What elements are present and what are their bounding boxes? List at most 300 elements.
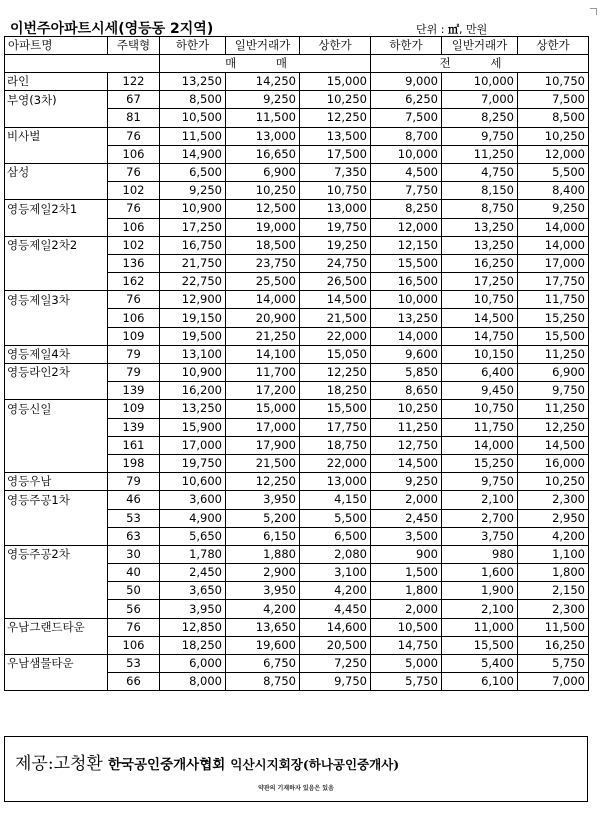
price-cell: 12,250 (300, 109, 371, 127)
column-header: 상한가 (300, 37, 371, 55)
section-blank (5, 55, 160, 73)
price-cell: 9,750 (442, 473, 518, 491)
price-cell: 12,750 (371, 436, 442, 454)
price-cell: 7,000 (442, 91, 518, 109)
price-cell: 14,750 (442, 327, 518, 345)
price-cell: 7,500 (371, 109, 442, 127)
apartment-name-cell (5, 454, 108, 472)
size-cell: 109 (108, 400, 160, 418)
price-cell: 4,200 (518, 527, 589, 545)
price-cell: 10,250 (518, 473, 589, 491)
price-cell: 14,000 (442, 436, 518, 454)
size-cell: 139 (108, 382, 160, 400)
price-cell: 15,900 (160, 418, 226, 436)
size-cell: 139 (108, 418, 160, 436)
price-cell: 14,500 (518, 436, 589, 454)
price-cell: 10,250 (518, 127, 589, 145)
price-cell: 13,500 (300, 127, 371, 145)
table-row (5, 145, 589, 163)
price-cell: 14,000 (518, 236, 589, 254)
price-cell: 10,500 (371, 618, 442, 636)
price-cell: 10,000 (371, 145, 442, 163)
table-row (5, 655, 589, 673)
price-cell: 18,750 (300, 436, 371, 454)
apartment-name-cell (5, 218, 108, 236)
price-cell: 13,100 (160, 345, 226, 363)
apartment-name-cell: 영등주공2차 (5, 545, 108, 563)
price-cell: 13,650 (226, 618, 300, 636)
price-cell: 1,880 (226, 545, 300, 563)
table-row (5, 291, 589, 309)
price-cell: 22,000 (300, 454, 371, 472)
unit-label (416, 21, 487, 37)
title-row (8, 16, 592, 38)
price-cell: 5,400 (442, 655, 518, 673)
table-row (5, 400, 589, 418)
price-cell: 9,250 (518, 200, 589, 218)
price-cell: 6,100 (442, 673, 518, 691)
table-row (5, 364, 589, 382)
price-cell: 7,000 (518, 673, 589, 691)
price-cell: 16,250 (518, 636, 589, 654)
table-row (5, 91, 589, 109)
price-cell: 3,950 (226, 582, 300, 600)
price-cell: 16,000 (518, 454, 589, 472)
size-cell: 109 (108, 327, 160, 345)
table-row (5, 418, 589, 436)
price-cell: 14,000 (371, 327, 442, 345)
size-cell: 81 (108, 109, 160, 127)
price-cell: 9,000 (371, 73, 442, 91)
unit-money: , 만원 (458, 23, 488, 36)
price-cell: 19,750 (300, 218, 371, 236)
price-cell: 11,750 (518, 291, 589, 309)
apartment-name-cell (5, 436, 108, 454)
apartment-name-cell: 영등신일 (5, 400, 108, 418)
price-cell: 15,250 (442, 454, 518, 472)
size-cell: 136 (108, 254, 160, 272)
size-cell: 162 (108, 273, 160, 291)
apartment-name-cell (5, 273, 108, 291)
size-cell: 106 (108, 309, 160, 327)
price-cell: 13,250 (442, 236, 518, 254)
price-cell: 21,250 (226, 327, 300, 345)
price-cell: 3,500 (371, 527, 442, 545)
table-row (5, 73, 589, 91)
corner-mark (590, 8, 597, 15)
price-cell: 19,250 (300, 236, 371, 254)
apartment-name-cell (5, 673, 108, 691)
table-row (5, 545, 589, 563)
size-cell: 53 (108, 509, 160, 527)
price-cell: 2,900 (226, 564, 300, 582)
price-cell: 14,500 (371, 454, 442, 472)
size-cell: 30 (108, 545, 160, 563)
price-cell: 20,500 (300, 636, 371, 654)
footer-provider: 제공:고청환 (15, 754, 103, 774)
price-cell: 15,000 (300, 73, 371, 91)
price-cell: 11,250 (518, 400, 589, 418)
apartment-name-cell: 영등라인2차 (5, 364, 108, 382)
price-cell: 23,750 (226, 254, 300, 272)
column-header: 일반거래가 (442, 37, 518, 55)
table-row (5, 673, 589, 691)
price-cell: 9,250 (226, 91, 300, 109)
apartment-name-cell: 우남샘물타운 (5, 655, 108, 673)
price-cell: 10,750 (518, 73, 589, 91)
price-cell: 3,950 (226, 491, 300, 509)
price-cell: 19,000 (226, 218, 300, 236)
price-cell: 17,250 (442, 273, 518, 291)
price-cell: 2,950 (518, 509, 589, 527)
price-cell: 7,250 (300, 655, 371, 673)
price-cell: 9,750 (300, 673, 371, 691)
size-cell: 79 (108, 473, 160, 491)
price-cell: 16,250 (442, 254, 518, 272)
table-row (5, 218, 589, 236)
price-cell: 12,150 (371, 236, 442, 254)
size-cell: 122 (108, 73, 160, 91)
price-cell: 16,750 (160, 236, 226, 254)
table-row (5, 273, 589, 291)
size-cell: 106 (108, 145, 160, 163)
price-cell: 1,900 (442, 582, 518, 600)
price-cell: 13,250 (160, 73, 226, 91)
apartment-name-cell: 우남그랜드타운 (5, 618, 108, 636)
column-header-row (5, 37, 589, 55)
price-cell: 10,000 (371, 291, 442, 309)
price-cell: 1,780 (160, 545, 226, 563)
price-cell: 19,750 (160, 454, 226, 472)
section-sale-label: 매 매 (160, 55, 371, 73)
price-cell: 3,600 (160, 491, 226, 509)
price-cell: 9,250 (160, 182, 226, 200)
price-cell: 8,500 (160, 91, 226, 109)
price-cell: 1,800 (518, 564, 589, 582)
apartment-name-cell: 영등주공1차 (5, 491, 108, 509)
table-row (5, 618, 589, 636)
size-cell: 79 (108, 345, 160, 363)
price-cell: 6,750 (226, 655, 300, 673)
price-cell: 2,100 (442, 491, 518, 509)
price-cell: 14,500 (442, 309, 518, 327)
table-row (5, 436, 589, 454)
price-cell: 5,500 (518, 163, 589, 181)
price-cell: 5,000 (371, 655, 442, 673)
price-cell: 6,900 (226, 163, 300, 181)
table-row (5, 309, 589, 327)
unit-prefix: 단위 : (416, 23, 445, 36)
price-cell: 10,750 (442, 400, 518, 418)
price-cell: 12,250 (518, 418, 589, 436)
price-cell: 15,500 (371, 254, 442, 272)
price-cell: 5,850 (371, 364, 442, 382)
table-row (5, 473, 589, 491)
price-cell: 9,600 (371, 345, 442, 363)
size-cell: 106 (108, 636, 160, 654)
size-cell: 79 (108, 364, 160, 382)
price-cell: 14,250 (226, 73, 300, 91)
size-cell: 50 (108, 582, 160, 600)
price-cell: 13,250 (442, 218, 518, 236)
section-label-row (5, 55, 589, 73)
price-cell: 10,750 (442, 291, 518, 309)
price-cell: 4,200 (226, 600, 300, 618)
price-cell: 2,080 (300, 545, 371, 563)
price-cell: 4,150 (300, 491, 371, 509)
price-cell: 25,500 (226, 273, 300, 291)
price-cell: 17,750 (300, 418, 371, 436)
price-cell: 13,000 (226, 127, 300, 145)
price-cell: 5,650 (160, 527, 226, 545)
table-row (5, 636, 589, 654)
column-header: 하한가 (160, 37, 226, 55)
price-cell: 6,150 (226, 527, 300, 545)
price-cell: 17,500 (300, 145, 371, 163)
price-cell: 11,500 (160, 127, 226, 145)
table-row (5, 345, 589, 363)
table-row (5, 109, 589, 127)
price-cell: 1,600 (442, 564, 518, 582)
price-cell: 11,750 (442, 418, 518, 436)
price-cell: 7,750 (371, 182, 442, 200)
price-cell: 9,750 (518, 382, 589, 400)
price-cell: 2,100 (442, 600, 518, 618)
price-cell: 10,500 (160, 109, 226, 127)
price-cell: 19,500 (160, 327, 226, 345)
price-cell: 1,100 (518, 545, 589, 563)
footer-branch: 익산시지회장(하나공인중개사) (230, 757, 400, 772)
price-cell: 21,500 (300, 309, 371, 327)
price-table (4, 36, 589, 691)
price-cell: 12,000 (371, 218, 442, 236)
apartment-name-cell: 영등제일2차1 (5, 200, 108, 218)
table-row (5, 127, 589, 145)
price-cell: 5,500 (300, 509, 371, 527)
footer-association: 한국공인중개사협회 (107, 757, 226, 773)
price-cell: 8,250 (371, 200, 442, 218)
table-row (5, 600, 589, 618)
price-cell: 13,250 (160, 400, 226, 418)
price-cell: 6,900 (518, 364, 589, 382)
price-cell: 24,750 (300, 254, 371, 272)
price-cell: 9,250 (371, 473, 442, 491)
apartment-name-cell (5, 418, 108, 436)
price-cell: 12,850 (160, 618, 226, 636)
price-cell: 4,750 (442, 163, 518, 181)
table-row (5, 182, 589, 200)
price-cell: 22,750 (160, 273, 226, 291)
price-cell: 15,050 (300, 345, 371, 363)
price-cell: 6,250 (371, 91, 442, 109)
price-cell: 17,750 (518, 273, 589, 291)
price-cell: 5,750 (518, 655, 589, 673)
price-cell: 2,300 (518, 600, 589, 618)
price-cell: 7,500 (518, 91, 589, 109)
price-cell: 6,500 (300, 527, 371, 545)
page-title: 이번주아파트시세(영등동 2지역) (10, 21, 214, 37)
price-cell: 20,900 (226, 309, 300, 327)
price-cell: 3,750 (442, 527, 518, 545)
apartment-name-cell (5, 509, 108, 527)
price-cell: 18,500 (226, 236, 300, 254)
table-row (5, 236, 589, 254)
apartment-name-cell (5, 564, 108, 582)
apartment-name-cell: 부영(3차) (5, 91, 108, 109)
price-cell: 17,900 (226, 436, 300, 454)
apartment-name-cell (5, 109, 108, 127)
price-cell: 13,000 (300, 200, 371, 218)
footer-note: 약관의 기재하자 있음은 있음 (258, 785, 334, 792)
column-header: 하한가 (371, 37, 442, 55)
apartment-name-cell (5, 600, 108, 618)
size-cell: 102 (108, 236, 160, 254)
price-cell: 12,500 (226, 200, 300, 218)
apartment-name-cell: 라인 (5, 73, 108, 91)
price-cell: 14,500 (300, 291, 371, 309)
price-cell: 6,400 (442, 364, 518, 382)
size-cell: 76 (108, 127, 160, 145)
size-cell: 102 (108, 182, 160, 200)
price-cell: 18,250 (160, 636, 226, 654)
price-cell: 14,000 (226, 291, 300, 309)
price-cell: 10,250 (300, 91, 371, 109)
price-cell: 4,500 (371, 163, 442, 181)
price-cell: 13,250 (371, 309, 442, 327)
price-cell: 6,000 (160, 655, 226, 673)
price-cell: 17,000 (226, 418, 300, 436)
size-cell: 76 (108, 163, 160, 181)
price-cell: 11,250 (442, 145, 518, 163)
price-cell: 11,700 (226, 364, 300, 382)
price-cell: 21,500 (226, 454, 300, 472)
table-row (5, 491, 589, 509)
price-cell: 14,000 (518, 218, 589, 236)
footer-box (4, 736, 588, 802)
price-cell: 2,700 (442, 509, 518, 527)
price-cell: 19,150 (160, 309, 226, 327)
apartment-name-cell: 영등제일2차2 (5, 236, 108, 254)
price-cell: 1,800 (371, 582, 442, 600)
table-row (5, 582, 589, 600)
price-cell: 11,500 (226, 109, 300, 127)
price-cell: 12,250 (226, 473, 300, 491)
price-cell: 15,500 (442, 636, 518, 654)
price-cell: 22,000 (300, 327, 371, 345)
apartment-name-cell (5, 636, 108, 654)
price-cell: 2,000 (371, 491, 442, 509)
price-cell: 11,500 (518, 618, 589, 636)
price-cell: 2,450 (371, 509, 442, 527)
price-cell: 12,900 (160, 291, 226, 309)
price-cell: 10,000 (442, 73, 518, 91)
apartment-name-cell (5, 582, 108, 600)
table-row (5, 564, 589, 582)
size-cell: 161 (108, 436, 160, 454)
price-cell: 10,250 (226, 182, 300, 200)
section-jeonse-label: 전 세 (371, 55, 589, 73)
size-cell: 66 (108, 673, 160, 691)
price-cell: 14,750 (371, 636, 442, 654)
price-cell: 2,000 (371, 600, 442, 618)
size-cell: 40 (108, 564, 160, 582)
price-cell: 4,900 (160, 509, 226, 527)
apartment-name-cell: 비사벌 (5, 127, 108, 145)
apartment-name-cell: 영등제일4차 (5, 345, 108, 363)
price-cell: 4,200 (300, 582, 371, 600)
price-cell: 18,250 (300, 382, 371, 400)
price-cell: 3,100 (300, 564, 371, 582)
price-cell: 8,500 (518, 109, 589, 127)
price-cell: 2,300 (518, 491, 589, 509)
price-cell: 11,000 (442, 618, 518, 636)
price-cell: 7,350 (300, 163, 371, 181)
price-cell: 8,750 (442, 200, 518, 218)
price-cell: 15,500 (518, 327, 589, 345)
price-cell: 13,000 (300, 473, 371, 491)
price-cell: 14,600 (300, 618, 371, 636)
size-cell: 106 (108, 218, 160, 236)
column-header: 아파트명 (5, 37, 108, 55)
price-cell: 9,450 (442, 382, 518, 400)
apartment-name-cell: 영등제일3차 (5, 291, 108, 309)
price-cell: 16,650 (226, 145, 300, 163)
unit-area: ㎡ (447, 23, 459, 36)
column-header: 주택형 (108, 37, 160, 55)
price-cell: 900 (371, 545, 442, 563)
price-cell: 3,650 (160, 582, 226, 600)
price-cell: 8,650 (371, 382, 442, 400)
price-cell: 8,750 (226, 673, 300, 691)
apartment-name-cell: 영등우남 (5, 473, 108, 491)
table-row (5, 163, 589, 181)
price-cell: 10,750 (300, 182, 371, 200)
price-cell: 8,150 (442, 182, 518, 200)
table-row (5, 200, 589, 218)
price-cell: 6,500 (160, 163, 226, 181)
column-header: 상한가 (518, 37, 589, 55)
size-cell: 56 (108, 600, 160, 618)
apartment-name-cell (5, 309, 108, 327)
price-cell: 16,500 (371, 273, 442, 291)
table-row (5, 327, 589, 345)
apartment-name-cell (5, 145, 108, 163)
price-cell: 17,250 (160, 218, 226, 236)
price-cell: 17,000 (160, 436, 226, 454)
price-cell: 2,450 (160, 564, 226, 582)
price-cell: 1,500 (371, 564, 442, 582)
table-row (5, 509, 589, 527)
size-cell: 198 (108, 454, 160, 472)
size-cell: 63 (108, 527, 160, 545)
size-cell: 53 (108, 655, 160, 673)
apartment-name-cell: 삼성 (5, 163, 108, 181)
column-header: 일반거래가 (226, 37, 300, 55)
apartment-name-cell (5, 527, 108, 545)
price-cell: 17,000 (518, 254, 589, 272)
price-cell: 10,900 (160, 200, 226, 218)
price-cell: 21,750 (160, 254, 226, 272)
price-cell: 8,000 (160, 673, 226, 691)
table-row (5, 382, 589, 400)
size-cell: 46 (108, 491, 160, 509)
price-cell: 12,250 (300, 364, 371, 382)
price-cell: 4,450 (300, 600, 371, 618)
price-cell: 15,500 (300, 400, 371, 418)
size-cell: 76 (108, 618, 160, 636)
price-cell: 11,250 (518, 345, 589, 363)
price-cell: 10,600 (160, 473, 226, 491)
